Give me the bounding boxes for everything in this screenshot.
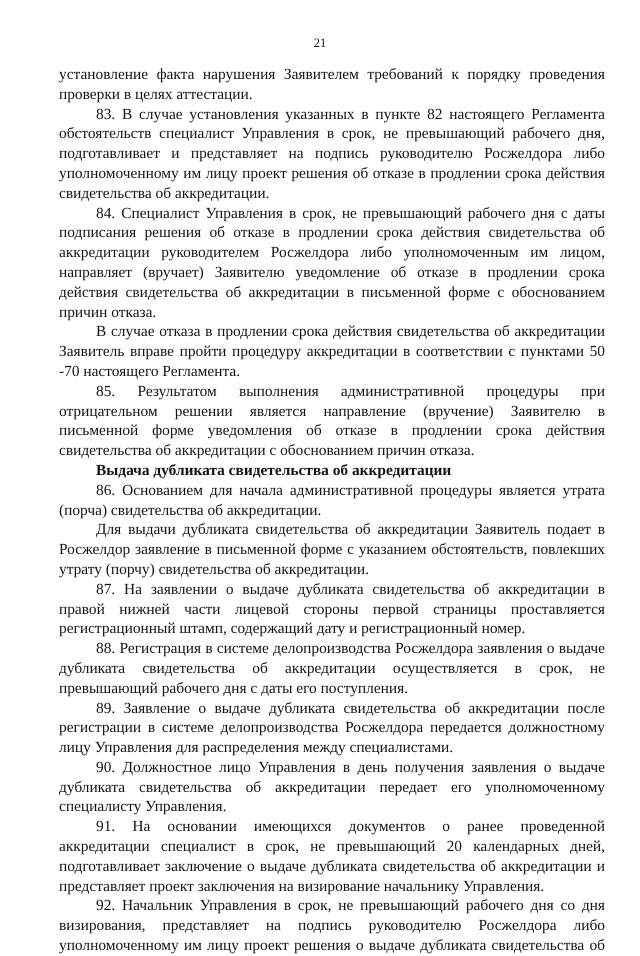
paragraph-84-refusal: В случае отказа в продлении срока действия свидетельства об аккредитации Заявитель вправе пройти процедуру аккредитации в соответствии с пунктами 50 -70 настоящего Регламента. — [59, 323, 605, 380]
paragraph-86-application: Для выдачи дубликата свидетельства об аккредитации Заявитель подает в Росжелдор заявление в письменной форме с указанием обстоятельств, повлекших утрату (порчу) свидетельства об аккредитации. — [59, 521, 605, 578]
page-number: 21 — [313, 36, 327, 50]
paragraph-84: 84. Специалист Управления в срок, не превышающий рабочего дня с даты подписания решения об отказе в продлении срока действия свидетельства об аккредитации руководителем Росжелдора либо уполномоченным им лицом, направляет (вручает) Заявителю уведомление об отказе в продлении срока действия свидетельства об аккредитации в письменной форме с обоснованием причин отказа. — [59, 204, 605, 321]
paragraph-89: 89. Заявление о выдаче дубликата свидетельства об аккредитации после регистрации в системе делопроизводства Росжелдора передается должностному лицу Управления для распределения между специалистами. — [59, 699, 605, 757]
body-text — [59, 65, 605, 956]
paragraph-83: 83. В случае установления указанных в пункте 82 настоящего Регламента обстоятельств специалист Управления в срок, не превышающий рабочего дня, подготавливает и представляет на подпись руководителю Росжелдора либо уполномоченному им лицу проект решения об отказе в продлении срока действия свидетельства об аккредитации. — [59, 105, 605, 202]
section-heading: Выдача дубликата свидетельства об аккредитации — [96, 461, 452, 479]
paragraph-87: 87. На заявлении о выдаче дубликата свидетельства об аккредитации в правой нижней части лицевой стороны первой страницы проставляется регистрационный штамп, содержащий дату и регистрационный номер. — [59, 580, 605, 638]
paragraph-91: 91. На основании имеющихся документов о ранее проведенной аккредитации специалист в срок, не превышающий 20 календарных дней, подготавливает заключение о выдаче дубликата свидетельства об аккредитации и представляет проект заключения на визирование начальнику Управления. — [59, 818, 605, 895]
paragraph-86: 86. Основанием для начала административной процедуры является утрата (порча) свидетельства об аккредитации. — [59, 481, 605, 519]
paragraph-continuation: установление факта нарушения Заявителем требований к порядку проведения проверки в целях аттестации. — [59, 66, 605, 103]
paragraph-90: 90. Должностное лицо Управления в день получения заявления о выдаче дубликата свидетельства об аккредитации передает его уполномоченному специалисту Управления. — [59, 758, 605, 816]
paragraph-88: 88. Регистрация в системе делопроизводства Росжелдора заявления о выдаче дубликата свидетельства об аккредитации осуществляется в срок, не превышающий рабочего дня с даты его поступления. — [59, 640, 605, 697]
paragraph-92: 92. Начальник Управления в срок, не превышающий рабочего дня со дня визирования, представляет на подпись руководителю Росжелдора либо уполномоченному им лицу проект решения о выдаче дубликата свидетельства об — [59, 897, 605, 955]
paragraph-85: 85. Результатом выполнения административной процедуры при отрицательном решении является направление (вручение) Заявителю в письменной форме уведомления об отказе в продлении срока действия свидетельства об аккредитации с обоснованием причин отказа. — [59, 382, 605, 460]
